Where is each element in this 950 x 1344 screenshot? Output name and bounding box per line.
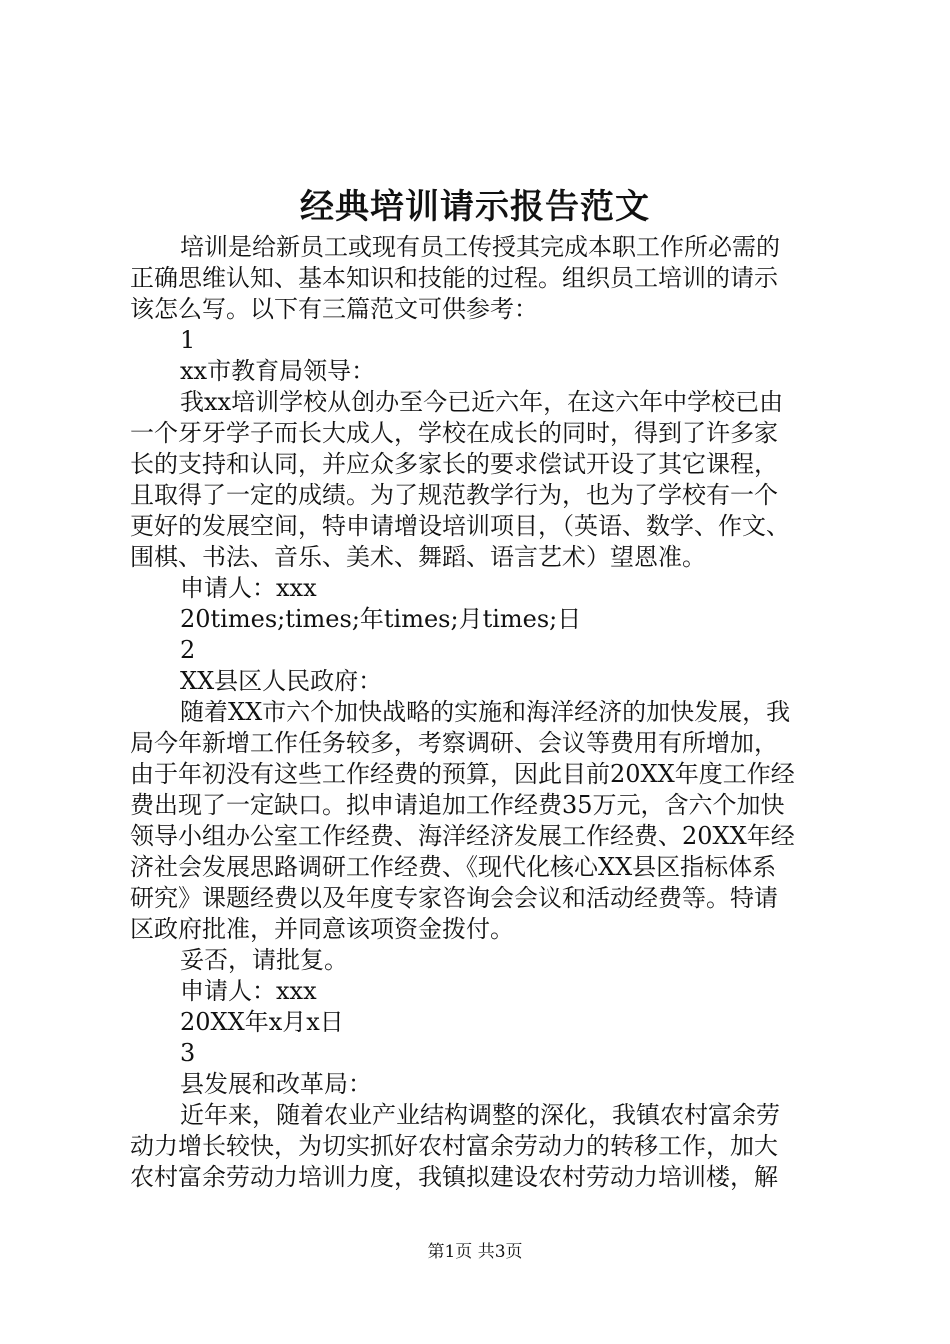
body-line: 局今年新增工作任务较多，考察调研、会议等费用有所增加， <box>130 729 778 757</box>
body-line: 我xx培训学校从创办至今已近六年，在这六年中学校已由 <box>180 388 784 416</box>
body-line: 培训是给新员工或现有员工传授其完成本职工作所必需的 <box>180 233 780 261</box>
body-line: 由于年初没有这些工作经费的预算，因此目前20XX年度工作经 <box>130 760 795 788</box>
date-line: 20XX年x月x日 <box>180 1008 344 1036</box>
body-line: 农村富余劳动力培训力度，我镇拟建设农村劳动力培训楼，解 <box>130 1163 778 1191</box>
body-line: 长的支持和认同，并应众多家长的要求偿试开设了其它课程， <box>130 450 778 478</box>
body-line: 领导小组办公室工作经费、海洋经济发展工作经费、20XX年经 <box>130 822 795 850</box>
document-title: 经典培训请示报告范文 <box>300 187 650 227</box>
applicant-line: 申请人：xxx <box>180 574 317 602</box>
closing-line: 妥否，请批复。 <box>180 946 348 974</box>
section-number: 3 <box>180 1039 196 1067</box>
document-body <box>130 232 830 1193</box>
body-line: 研究》课题经费以及年度专家咨询会会议和活动经费等。特请 <box>130 884 778 912</box>
body-line: 一个牙牙学子而长大成人，学校在成长的同时，得到了许多家 <box>130 419 778 447</box>
body-line: 济社会发展思路调研工作经费、《现代化核心XX县区指标体系 <box>130 853 777 881</box>
body-line: 更好的发展空间，特申请增设培训项目，（英语、数学、作文、 <box>130 512 790 540</box>
body-line: 该怎么写。以下有三篇范文可供参考： <box>130 295 538 323</box>
salutation: xx市教育局领导： <box>180 357 376 385</box>
body-line: 费出现了一定缺口。拟申请追加工作经费35万元，含六个加快 <box>130 791 785 819</box>
body-line: 且取得了一定的成绩。为了规范教学行为，也为了学校有一个 <box>130 481 778 509</box>
section-number: 1 <box>180 326 196 354</box>
body-line: 动力增长较快，为切实抓好农村富余劳动力的转移工作，加大 <box>130 1132 778 1160</box>
body-line: 区政府批准，并同意该项资金拨付。 <box>130 915 514 943</box>
applicant-line: 申请人：xxx <box>180 977 317 1005</box>
salutation: XX县区人民政府： <box>180 667 383 695</box>
salutation: 县发展和改革局： <box>180 1070 372 1098</box>
body-line: 随着XX市六个加快战略的实施和海洋经济的加快发展，我 <box>180 698 791 726</box>
page-footer: 第1页 共3页 <box>427 1242 523 1262</box>
section-number: 2 <box>180 636 196 664</box>
body-line: 围棋、书法、音乐、美术、舞蹈、语言艺术）望恩准。 <box>130 543 706 571</box>
date-line: 20times;times;年times;月times;日 <box>180 605 582 633</box>
body-line: 近年来，随着农业产业结构调整的深化，我镇农村富余劳 <box>180 1101 780 1129</box>
body-line: 正确思维认知、基本知识和技能的过程。组织员工培训的请示 <box>130 264 778 292</box>
